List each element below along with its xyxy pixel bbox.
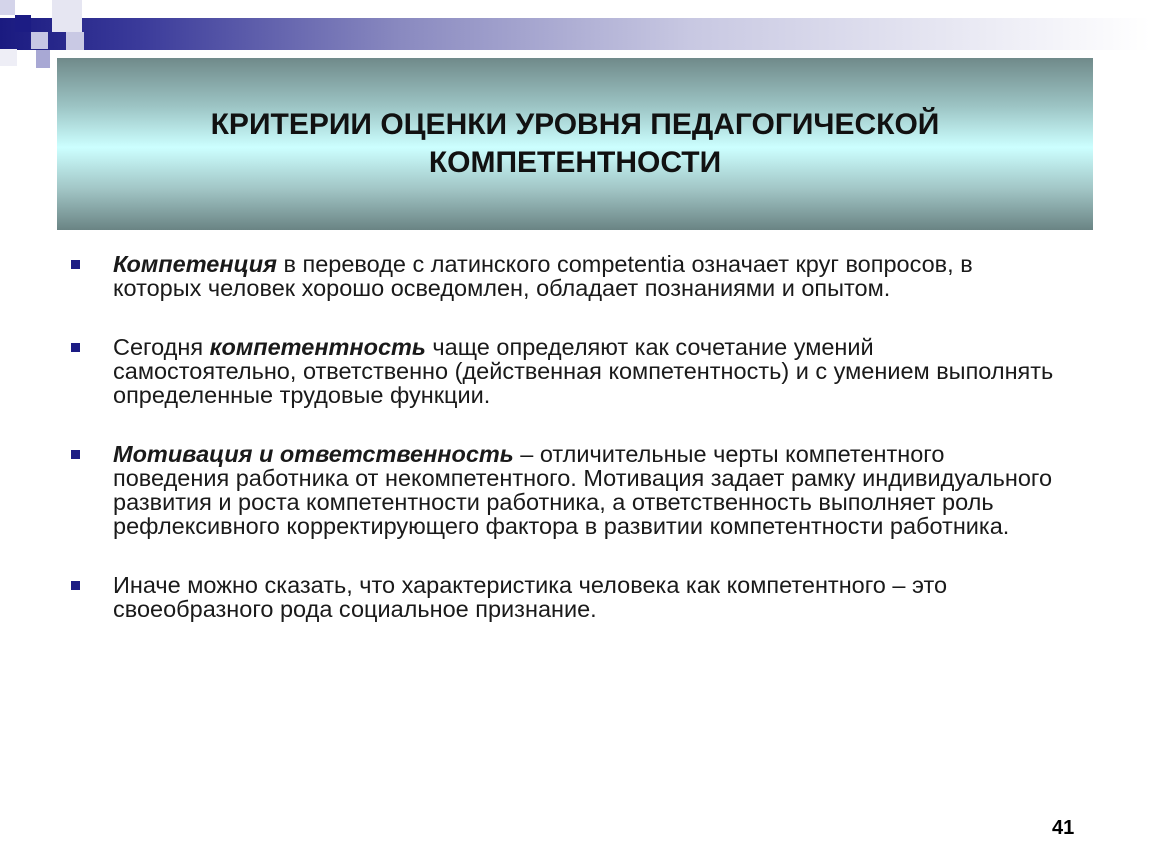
bullet-item [70,335,1060,407]
slide-title-line-2: КОМПЕТЕНТНОСТИ [428,146,722,179]
bullet-text-before: Сегодня [113,334,210,360]
page-number: 41 [1052,817,1075,839]
bullet-list [70,252,1060,656]
decorative-square [0,49,17,66]
slide-title [211,106,940,182]
bullet-keyword: компетентность [209,334,426,360]
header-gradient-bar [0,18,1150,50]
bullet-item [70,442,1060,538]
decorative-square [66,32,84,50]
bullet-text: чаще определяют как сочетание умений самостоятельно, ответственно (действенная компетентность) и с умением выполнять определенные трудовые функции. [113,334,1054,408]
bullet-keyword: Мотивация и ответственность [113,441,514,467]
bullet-keyword: Компетенция [113,251,277,277]
square-bullet-icon [71,343,80,352]
square-bullet-icon [71,581,80,590]
decorative-square [15,15,31,32]
title-banner [57,58,1093,230]
square-bullet-icon [71,260,80,269]
bullet-text: в переводе с латинского competentia означает круг вопросов, в которых человек хорошо осведомлен, обладает познаниями и опытом. [113,251,973,301]
decorative-square [31,32,48,49]
bullet-item [70,252,1060,300]
bullet-text-before: Иначе можно сказать, что характеристика человека как компетентного – это своеобразного рода социальное признание. [113,572,948,622]
decorative-square [52,0,82,32]
decorative-square [36,50,50,68]
slide-title-line-1: КРИТЕРИИ ОЦЕНКИ УРОВНЯ ПЕДАГОГИЧЕСКОЙ [210,108,940,141]
decorative-square [0,0,15,15]
bullet-text: – отличительные черты компетентного поведения работника от некомпетентного. Мотивация задает рамку индивидуального развития и роста компетентности работника, а ответственность выполняет роль рефлексивного корректирующего фактора в развитии компетентности работника. [113,441,1053,539]
square-bullet-icon [71,450,80,459]
bullet-item [70,573,1060,621]
